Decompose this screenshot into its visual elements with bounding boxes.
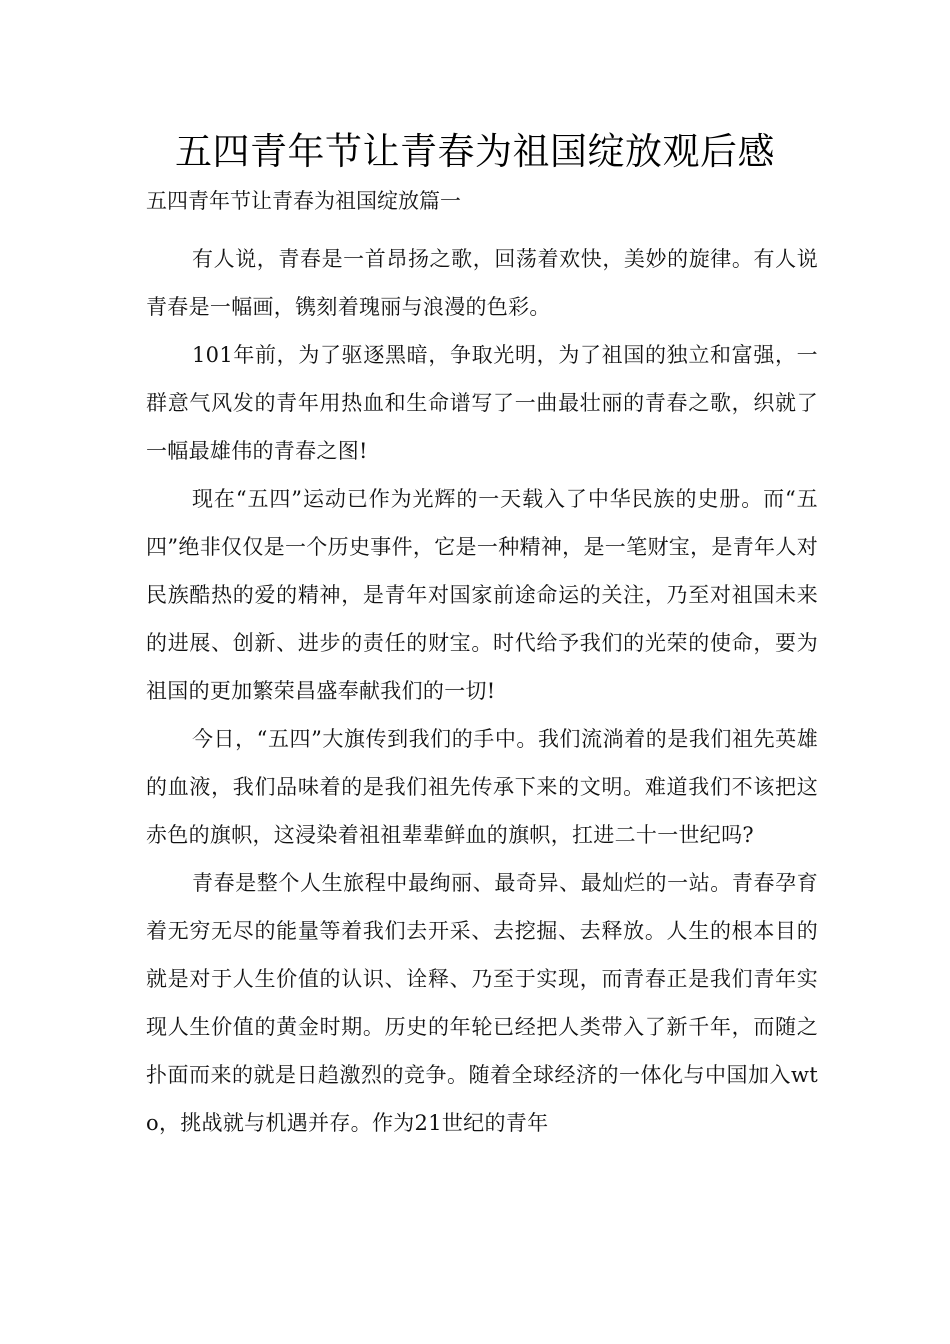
document-subtitle: 五四青年节让青春为祖国绽放篇一 <box>146 189 461 213</box>
paragraph: 青春是整个人生旅程中最绚丽、最奇异、最灿烂的一站。青春孕育着无穷无尽的能量等着我们去开采、去挖掘、去释放。人生的根本目的就是对于人生价值的认识、诠释、乃至于实现，而青春正是我们青年实现人生价值的黄金时期。历史的年轮已经把人类带入了新千年，而随之扑面而来的就是日趋激烈的竞争。随着全球经济的一体化与中国加入wto，挑战就与机遇并存。作为21世纪的青年 <box>146 871 818 1135</box>
paragraph: 有人说，青春是一首昂扬之歌，回荡着欢快，美妙的旋律。有人说青春是一幅画，镌刻着瑰丽与浪漫的色彩。 <box>146 247 818 319</box>
document-title: 五四青年节让青春为祖国绽放观后感 <box>175 130 775 173</box>
paragraph: 现在“五四”运动已作为光辉的一天载入了中华民族的史册。而“五四”绝非仅仅是一个历史事件，它是一种精神，是一笔财宝，是青年人对民族酷热的爱的精神，是青年对国家前途命运的关注，乃至对祖国未来的进展、创新、进步的责任的财宝。时代给予我们的光荣的使命，要为祖国的更加繁荣昌盛奉献我们的一切! <box>146 487 818 703</box>
paragraph: 101年前，为了驱逐黑暗，争取光明，为了祖国的独立和富强，一群意气风发的青年用热血和生命谱写了一曲最壮丽的青春之歌，织就了一幅最雄伟的青春之图! <box>146 343 818 463</box>
paragraph: 今日，“五四”大旗传到我们的手中。我们流淌着的是我们祖先英雄的血液，我们品味着的是我们祖先传承下来的文明。难道我们不该把这赤色的旗帜，这浸染着祖祖辈辈鲜血的旗帜，扛进二十一世纪吗? <box>146 727 818 847</box>
document-body <box>146 235 818 1147</box>
